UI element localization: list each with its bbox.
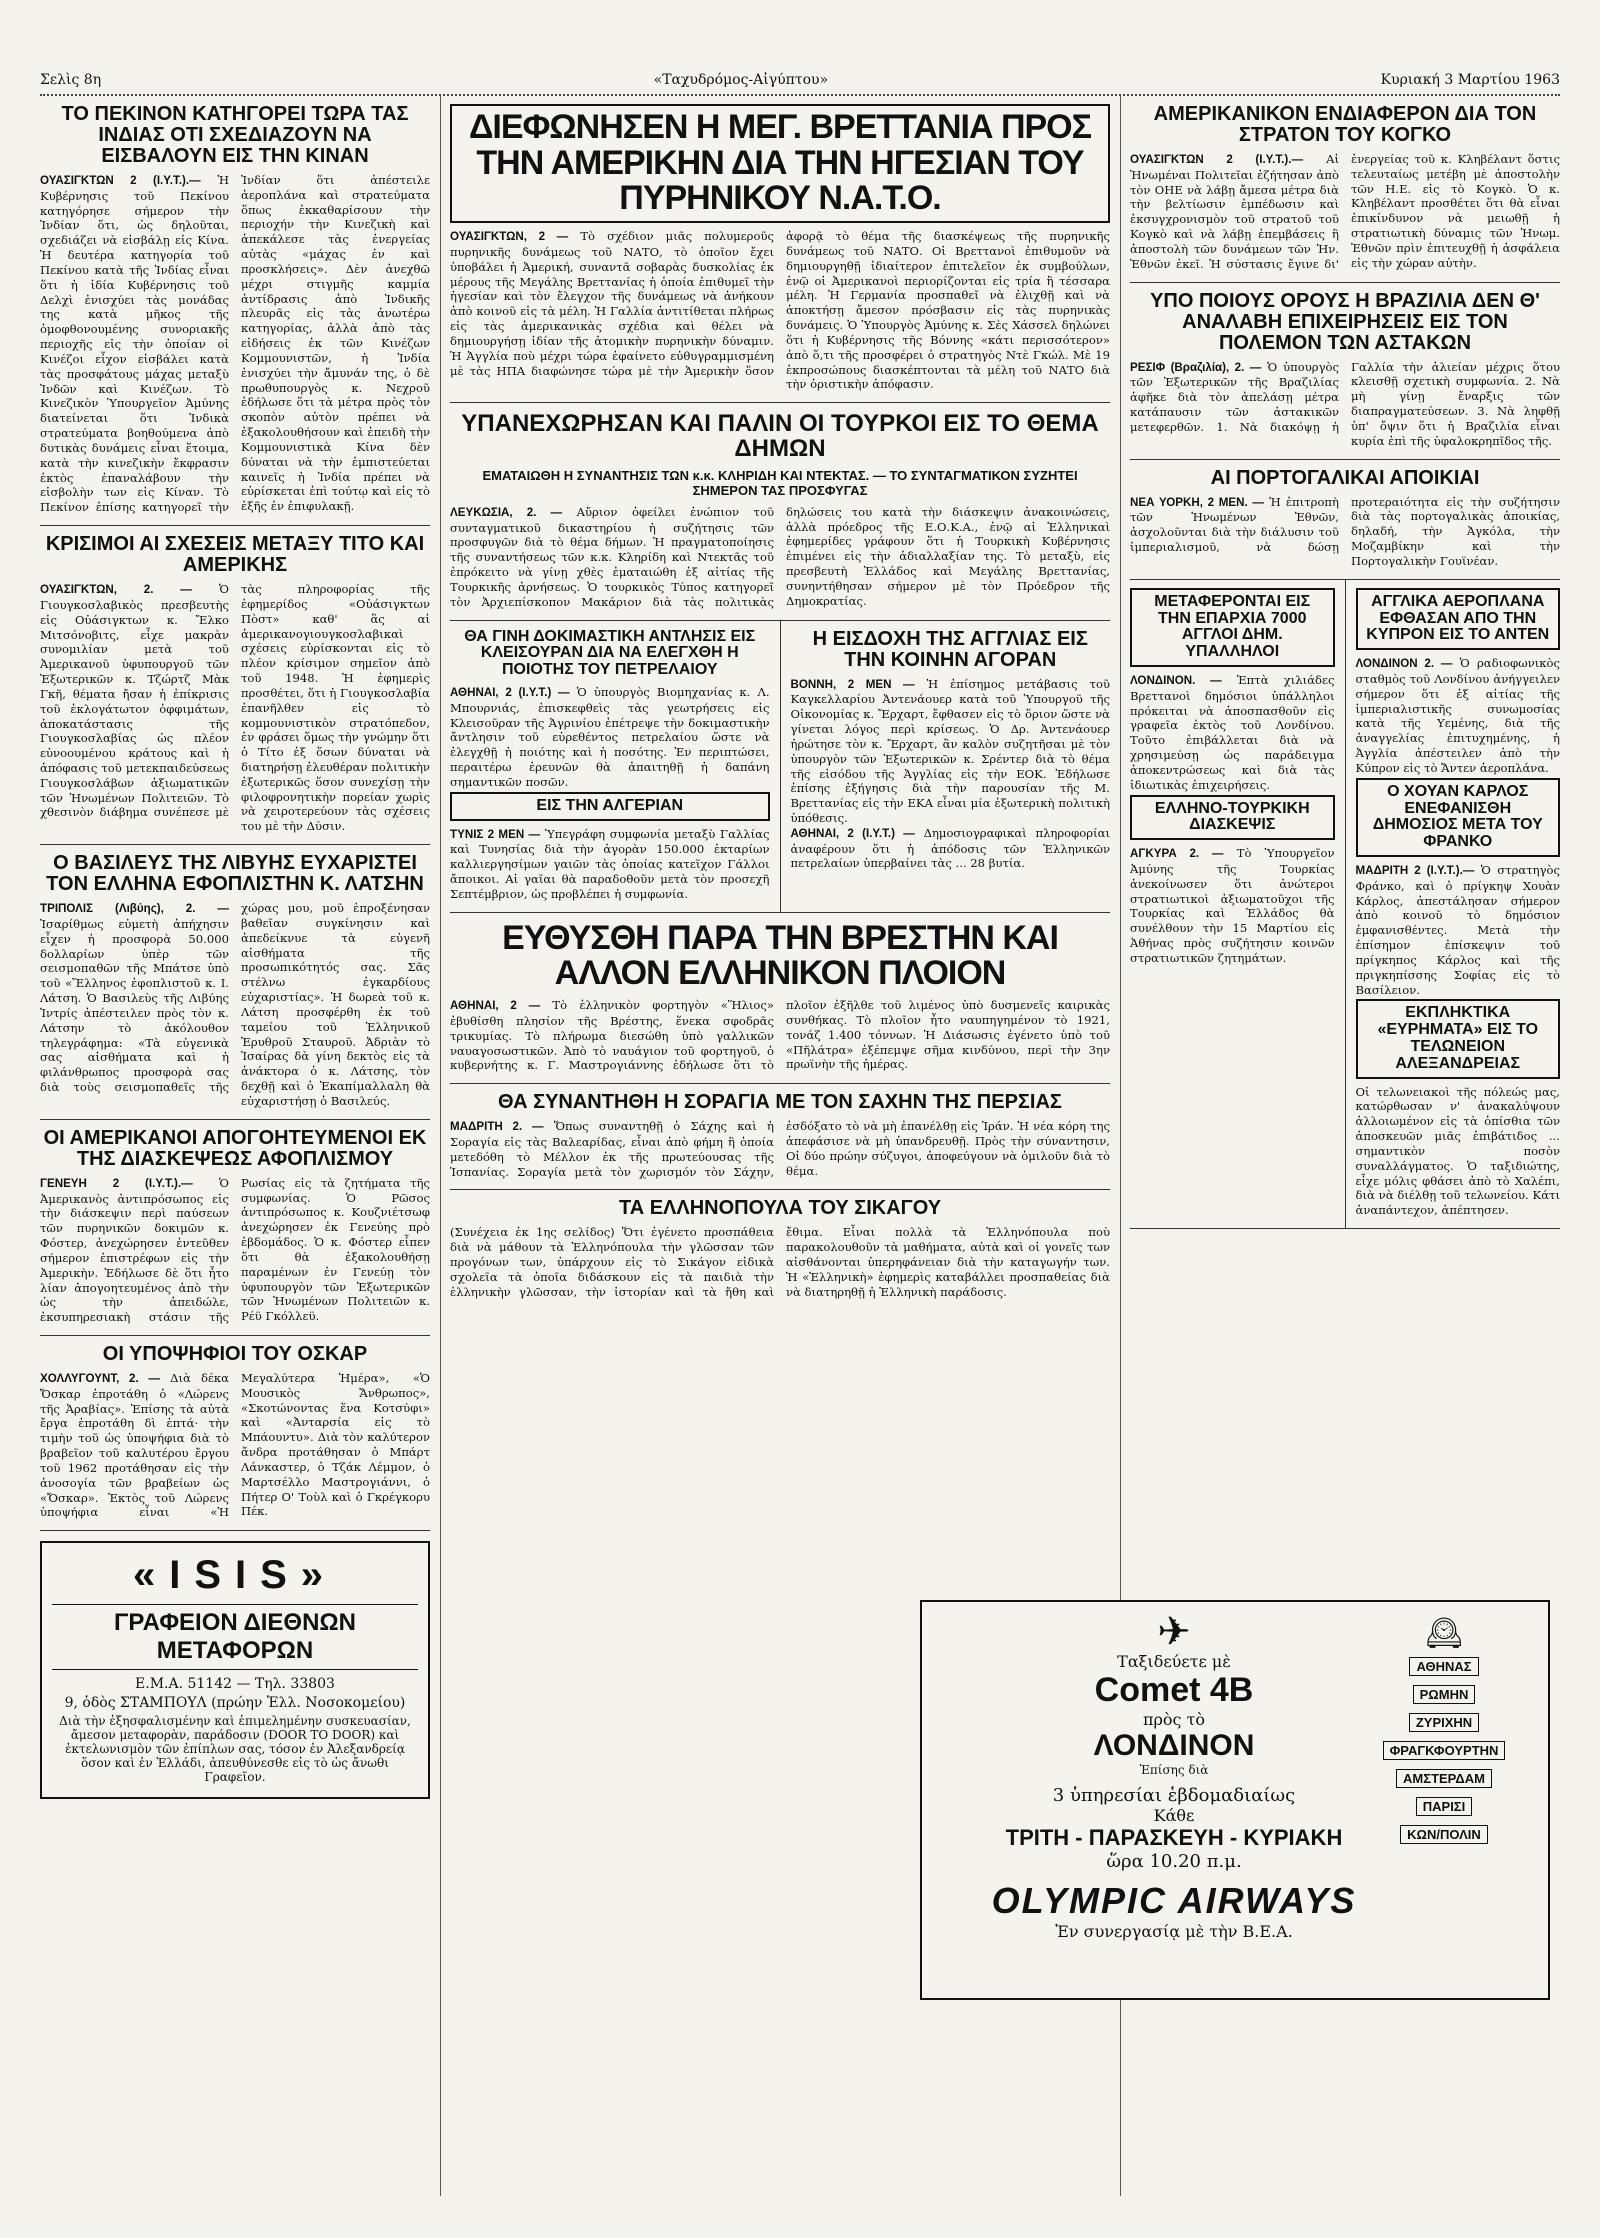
headline: ΜΕΤΑΦΕΡΟΝΤΑΙ ΕΙΣ ΤΗΝ ΕΠΑΡΧΙΑ 7000 ΑΓΓΛΟΙ ΔΗΜ. ΥΠΑΛΛΗΛΟΙ (1130, 588, 1335, 667)
headline: Ο ΒΑΣΙΛΕΥΣ ΤΗΣ ΛΙΒΥΗΣ ΕΥΧΑΡΙΣΤΕΙ ΤΟΝ ΕΛΛΗΝΑ ΕΦΟΠΛΙΣΤΗΝ Κ. ΛΑΤΣΗΝ (46, 852, 424, 896)
ad-line1: Ταξιδεύετε μὲ (1117, 1652, 1231, 1671)
city-label: ΠΑΡΙΣΙ (1416, 1797, 1472, 1816)
headline: ΕΙΣ ΤΗΝ ΑΛΓΕΡΙΑΝ (450, 792, 770, 821)
article-body: ΑΓΚΥΡΑ 2. — Τὸ Ὑπουργεῖον Ἀμύνης τῆς Τουρκίας ἀνεκοίνωσεν ὅτι ἀνώτεροι στρατιωτικοὶ ἀξιωματοῦχοι τῆς Τουρκίας καὶ Ἑλλάδος θὰ συνέλθουν τὴν 15 Μαρτίου εἰς Ἀθήνας πρὸς συζήτησιν κοινῶν στρατιωτικῶν ζητημάτων. (1130, 846, 1335, 965)
headline: ΥΠΟ ΠΟΙΟΥΣ ΟΡΟΥΣ Η ΒΡΑΖΙΛΙΑ ΔΕΝ Θ' ΑΝΑΛΑΒΗ ΕΠΙΧΕΙΡΗΣΕΙΣ ΕΙΣ ΤΟΝ ΠΟΛΕΜΟΝ ΤΩΝ ΑΣΤΑΚΩΝ (1150, 289, 1540, 354)
article-body: ΓΕΝΕΥΗ 2 (Ι.Υ.Τ.).— Ὁ Ἀμερικανὸς ἀντιπρόσωπος εἰς τὴν διάσκεψιν περὶ παύσεων τῶν πυρηνικῶν δοκιμῶν κ. Φόστερ, ἀνεχώρησεν ἐντεῦθεν σήμερον ἐπιστρέφων εἰς τὴν Ἀμερικὴν. Ἐδήλωσε δὲ ὅτι ἦτο λίαν ἀπογοητευμένος ἀπὸ τὴν ὡς τὴν ἀπειδώλε, ἐκσυπηρεσιακὴ στάσιν τῆς Ρωσίας εἰς τὰ ζητήματα τῆς συμφωνίας. Ὁ Ρῶσος ἀντιπρόσωπος κ. Κουζνιέτσωφ ἀνεχώρησεν ἐκ Γενεύης πρὸ ἑβδομάδος. Ὁ κ. Φόστερ εἶπεν ὅτι θὰ ἐξακολουθήσῃ παραμένων ἐν Γενεύῃ τὸν ὑφυπουργὸν τῶν Ἐξωτερικῶν τῶν Ἡνωμένων Πολιτειῶν κ. Ρέϋ Γκόλλεϋ. (40, 1175, 430, 1325)
column-left (40, 96, 430, 1799)
airplane-icon: ✈ (1157, 1609, 1191, 1655)
article-body: (Συνέχεια ἐκ 1ης σελίδος) Ὅτι ἐγένετο προσπάθεια διὰ νὰ μάθουν τὰ Ἑλληνόπουλα τὴν γλῶσσαν τῶν προγόνων των, ὑπάρχουν εἰς τὸ Σικάγον εἰδικὰ σχολεῖα τὰ ὁποῖα διδάσκουν εἰς τὰ παιδιὰ τὴν ἑλληνικὴν γλῶσσαν, τὴν ἱστορίαν καὶ τὰ ἤθη καὶ ἔθιμα. Εἶναι πολλὰ τὰ Ἑλληνόπουλα ποὺ παρακολουθοῦν τὰ μαθήματα, αὐτὰ καὶ οἱ γονεῖς των αἰσθάνονται ὑπερηφάνειαν διὰ τὴν καταγωγήν των. Ἡ «Ἑλληνικὴ» ἐφημερὶς καταβάλλει προσπαθείας διὰ νὰ διατηρηθῇ ἡ Ἑλληνικὴ παράδοσις. (450, 1225, 1110, 1299)
article-congo (1130, 96, 1560, 283)
article-peking (40, 96, 430, 526)
isis-advertisement (40, 1541, 430, 1799)
isis-address: 9, ὁδὸς ΣΤΑΜΠΟΥΛ (πρώην Ἑλλ. Νοσοκομείου) (64, 1695, 406, 1712)
column-center (450, 96, 1110, 1310)
headline: ΤΑ ΕΛΛΗΝΟΠΟΥΛΑ ΤΟΥ ΣΙΚΑΓΟΥ (618, 1197, 942, 1220)
ad-time: ὥρα 10.20 π.μ. (1106, 1851, 1242, 1872)
paper-name: «Ταχυδρόμος-Αἰγύπτου» (653, 72, 829, 88)
article-body: ΧΟΛΛΥΓΟΥΝΤ, 2. — Διὰ δέκα Ὄσκαρ ἐπροτάθη ὁ «Λώρενς τῆς Ἀραβίας». Ἐπίσης τὰ αὐτὰ ἔργα ἐπροτάθη δὶ ἑπτά· τὴν τιμὴν τοῦ ὡς ὑποψήφια διὰ τὸ βραβεῖον τοῦ καλυτέρου ἔργου τοῦ 1962 προτάθησαν εἰς τὴν ἀνοσογία τῶν βραβείων ὡς «Ὄσκαρ». Ἐκτὸς τοῦ Λώρενς ὑποψήφια εἶναι «Ἡ Μεγαλύτερα Ἡμέρα», «Ὁ Μουσικὸς Ἄνθρωπος», «Σκοτώνοντας ἕνα Κοτσύφι» καὶ «Ἀνταρσία εἰς τὸ Μπάουντυ». Διὰ τὸν καλύτερον ἄνδρα προτάθησαν ὁ Μπάρτ Λάνκαστερ, ὁ Τζάκ Λέμμον, ὁ Μαρτσέλλο Μαστρογιάννι, ὁ Πήτερ Ο' Τοὺλ καὶ ὁ Γκρέγκορυ Πέκ. (40, 1371, 430, 1520)
headline: Η ΕΙΣΔΟΧΗ ΤΗΣ ΑΓΓΛΙΑΣ ΕΙΣ ΤΗΝ ΚΟΙΝΗΝ ΑΓΟΡΑΝ (812, 627, 1088, 671)
article-body: ΡΕΣΙΦ (Βραζιλία), 2. — Ὁ ὑπουργὸς τῶν Ἐξωτερικῶν τῆς Βραζιλίας ἀφῆκε διὰ τὸν ἀπελάσῃ μέτρα κατάπαυσιν τῶν ἀστακικῶν μετεφερθῶν. 1. Νὰ διακόψῃ ἡ Γαλλία τὴν ἀλιείαν μέχρις ὅτου κλεισθῇ σχετικὴ συμφωνία. 2. Νὰ μὴ γίνῃ ἔναρξις τῶν διαπραγματεύσεων. 3. Νὰ ληφθῇ ὑπ' ὄψιν ὅτι ἡ Βραζιλία εἶναι κυρία ἐπὶ τῆς ὑφαλοκρηπῖδος τῆς. (1130, 359, 1560, 448)
article-portuguese-colonies (1130, 460, 1560, 580)
ad-destination: ΛΟΝΔΙΝΟΝ (1093, 1729, 1255, 1762)
article-body: ΤΡΙΠΟΛΙΣ (Λιβύης), 2. — Ἰσαρίθμως εὐμετὴ ἀπήχησιν εἶχεν ἡ προσφορὰ 50.000 δολλαρίων ὑπὲρ τῶν σεισμοπαθῶν τῆς Μπάτσε ὑπὸ τοῦ «Ἕλληνος ἐφοπλιστοῦ κ. Ι. Λάτση. Ὁ Βασιλεὺς τῆς Λιβύης Ἰντρίς ἀπέστειλεν πρὸς τὸν κ. Λάτσην τὸ ἀκόλουθον τηλεγράφημα: «Τὰ εὐγενικὰ σας αἰσθήματα καὶ ἡ φιλάνθρωπος προσφορὰ σας διὰ τοὺς σεισμοπαθεῖς τῆς χώρας μου, μοῦ ἐπροξένησαν βαθεῖαν συγκίνησιν καὶ ἀπεδείκνυε τὰ εὐγενῆ αἰσθήματα τῆς προσωπικότητός σας. Σᾶς στέλνω ἐγκαρδίους εὐχαριστίας». Ἡ δωρεὰ τοῦ κ. Λάτση προσφέρθη ἐκ τοῦ ταμείου τοῦ Ἑλληνικοῦ Ἐρυθροῦ Σταυροῦ. Ἀδριὰν τὸ Ἰσαίρας δὰ γίνη δεκτὸς εἰς τὰ ἀνάκτορα ὁ κ. Λάτσης, τὸν δεχθῇ καὶ ὁ Ἐκαπίμαλλαλη θὰ εὐχαριστήσῃ ὁ Βασιλεύς. (40, 901, 430, 1108)
article-brazil-lobster (1130, 283, 1560, 460)
headline: ΟΙ ΥΠΟΨΗΦΙΟΙ ΤΟΥ ΟΣΚΑΡ (102, 1343, 368, 1365)
headline: ΑΓΓΛΙΚΑ ΑΕΡΟΠΛΑΝΑ ΕΦΘΑΣΑΝ ΑΠΟ ΤΗΝ ΚΥΠΡΟΝ ΕΙΣ ΤΟ ΑΝΤΕΝ (1356, 588, 1561, 650)
headline: ΟΙ ΑΜΕΡΙΚΑΝΟΙ ΑΠΟΓΟΗΤΕΥΜΕΝΟΙ ΕΚ ΤΗΣ ΔΙΑΣΚΕΨΕΩΣ ΑΦΟΠΛΙΣΜΟΥ (43, 1126, 427, 1170)
article-body: Οἱ τελωνειακοὶ τῆς πόλεώς μας, κατώρθωσαν ν' ἀνακαλύψουν ἀλλοιωμένον εἰς τὰ ὀπίσθια τῶν ἀποσκευῶν μιᾶς ἐπιβάτιδος ... σημαντικὸν ποσὸν συναλλάγματος. Ὁ ταξιδιώτης, εἶχε μόλις φθάσει ἀπὸ τὸ Χαλέπι, διὰ νὰ διέλθῃ τοῦ τελωνείου. Κάτι ἀναπάντεχον, ἀπέπτησεν. (1355, 1084, 1560, 1218)
ad-every: Κάθε (1153, 1806, 1195, 1825)
ad-services: 3 ὑπηρεσίαι ἑβδομαδιαίως (1052, 1785, 1296, 1806)
ad-main (934, 1609, 1414, 1941)
article-body: ΜΑΔΡΙΤΗ 2. — Ὅπως συναντηθῇ ὁ Σάχης καὶ ἡ Σοραγία εἰς τὰς Βαλεαρίδας, εἶναι ἀπὸ φήμη ἣ ὁποία μετεδόθη τὸ Μέλλον ἐκ τῆς πρωτεύουσας τῆς Ἱσπανίας. Σοραγία μετὰ τὸν χωρισμόν τὸν Σάχην, ἐσδόξατο τὸ νὰ μὴ ἐπανέλθῃ εἰς Ἰράν. Ἡ νέα κόρη της ἀπεφάσισε νὰ μὴ ὑπανδρευθῇ. Πρὸς τὴν σύναντησιν, Οἱ δύο πρώην σύζυγοι, ἀποφεύγουν νὰ ὁμιλοῦν διὰ τὸ θέμα. (450, 1119, 1110, 1179)
article-body: ΝΕΑ ΥΟΡΚΗ, 2 ΜΕΝ. — Ἡ ἐπιτροπὴ τῶν Ἡνωμένων Ἐθνῶν, ἀσχολοῦνται διὰ τὴν διάλυσιν τοῦ ἰμπεριαλισμοῦ, νὰ δώσῃ προτεραιότητα εἰς τὴν συζήτησιν διὰ τὰς πορτογαλικὰς ἀποικίας, δηλαδή, τὴν Ἀγκόλα, τὴν Μοζαμβίκην καὶ τὴν Πορτογαλικὴν Γουϊνέαν. (1130, 494, 1560, 568)
center-row (450, 621, 1110, 913)
article-civil-servants (1130, 580, 1335, 1228)
headline: ΘΑ ΣΥΝΑΝΤΗΘΗ Η ΣΟΡΑΓΙΑ ΜΕ ΤΟΝ ΣΑΧΗΝ ΤΗΣ ΠΕΡΣΙΑΣ (498, 1091, 1062, 1114)
city-label: ΑΜΣΤΕΡΔΑΜ (1396, 1769, 1492, 1788)
issue-date: Κυριακή 3 Μαρτίου 1963 (1380, 72, 1560, 88)
article-oscar (40, 1336, 430, 1531)
article-chicago (450, 1190, 1110, 1309)
article-disarmament (40, 1120, 430, 1336)
article-body: ΛΟΝΔΙΝΟΝ 2. — Ὁ ραδιοφωνικὸς σταθμὸς τοῦ Λονδίνου ἀνήγγειλεν σήμερον ὅτι ἐξ αἰτίας τῆς ἰμπεριαλιστικῆς συνωμοσίας κατὰ τῆς Υεμένης, διὰ τῆς ἀναγγελίας ἐπιτυχημένης, ἡ Ἀγγλία ἀπέστειλεν ἀπὸ τὴν Κύπρον εἰς τὸ Ἄντεν ἀεροπλάνα. (1355, 656, 1561, 775)
article-tito (40, 526, 430, 845)
isis-registration: Ε.Μ.Α. 51142 — Τηλ. 33803 (135, 1676, 335, 1693)
right-row (1130, 580, 1560, 1229)
masthead (40, 70, 1560, 96)
isis-title: ΓΡΑΦΕΙΟΝ ΔΙΕΘΝΩΝ ΜΕΤΑΦΟΡΩΝ (52, 1604, 418, 1670)
city-label: ΡΩΜΗΝ (1413, 1685, 1476, 1704)
article-body: ΑΘΗΝΑΙ, 2 (Ι.Υ.Τ.) — Ὁ ὑπουργὸς Βιομηχανίας κ. Λ. Μπουρνιάς, ἐπισκεφθεὶς τὰς γεωτρήσεις εἰς Κλεισοῦραν τῆς Ἀγρινίου ἐπέτρεψε τὴν δοκιμαστικὴν ἄντλησιν τοῦ εὑρεθέντος πετρελαίου ὥστε νὰ ἐλεγχθῇ ἡ ποιότης καὶ ἡ ποσότης. Ἐν περιπτώσει, περαιτέρω ἐρευνῶν θὰ ἀπαιτηθῇ ἡ δαπάνη σημαντικῶν ποσῶν. (450, 684, 770, 789)
column-right (1130, 96, 1560, 1229)
headline: ΕΛΛΗΝΟ-ΤΟΥΡΚΙΚΗ ΔΙΑΣΚΕΨΙΣ (1130, 795, 1335, 841)
ad-brand: OLYMPIC AIRWAYS (991, 1880, 1357, 1921)
headline: ΚΡΙΣΙΜΟΙ ΑΙ ΣΧΕΣΕΙΣ ΜΕΤΑΞΥ ΤΙΤΟ ΚΑΙ ΑΜΕΡΙΚΗΣ (45, 533, 425, 577)
lead-headline: ΔΙΕΦΩΝΗΣΕΝ Η ΜΕΓ. ΒΡΕΤΤΑΝΙΑ ΠΡΟΣ ΤΗΝ ΑΜΕΡΙΚΗΝ ΔΙΑ ΤΗΝ ΗΓΕΣΙΑΝ ΤΟΥ ΠΥΡΗΝΙΚΟΥ Ν.Α.Τ.Ο. (450, 104, 1110, 223)
headline: ΑΜΕΡΙΚΑΝΙΚΟΝ ΕΝΔΙΑΦΕΡΟΝ ΔΙΑ ΤΟΝ ΣΤΡΑΤΟΝ ΤΟΥ ΚΟΓΚΟ (1153, 103, 1537, 146)
headline: ΤΟ ΠΕΚΙΝΟΝ ΚΑΤΗΓΟΡΕΙ ΤΩΡΑ ΤΑΣ ΙΝΔΙΑΣ ΟΤΙ ΣΧΕΔΙΑΖΟΥΝ ΝΑ ΕΙΣΒΑΛΟΥΝ ΕΙΣ ΤΗΝ ΚΙΝΑΝ (61, 103, 409, 167)
headline: ΕΥΘΥΣΘΗ ΠΑΡΑ ΤΗΝ ΒΡΕΣΤΗΝ ΚΑΙ ΑΛΛΟΝ ΕΛΛΗΝΙΚΟΝ ΠΛΟΙΟΝ (502, 918, 1058, 993)
city-label: ΚΩΝ/ΠΟΛΙΝ (1400, 1825, 1488, 1844)
article-nato (450, 96, 1110, 403)
article-body: ΟΥΑΣΙΓΚΤΩΝ 2 (Ι.Υ.Τ.).— Ἡ Κυβέρνησις τοῦ Πεκίνου κατηγόρησε σήμερον τὴν Ἰνδίαν ὅτι, ὡς δηλοῦται, σχεδιάζει νὰ εἰσβάλῃ εἰς Κίνα. Ἡ δευτέρα κατηγορία τοῦ Πεκίνου κατὰ τῆς Ἰνδίας εἶναι ὅτι ἡ ἰδία Κυβέρνησις τοῦ Δελχὶ ἐνισχύει τὰς μονάδας της κατὰ μῆκος τῆς ὁμοφθονουμένης συνοριακῆς περιοχῆς εἰς τὴν ὁποίαν οἱ Κινέζοι εἶχον εἰσβάλει κατὰ τὰς προσφάτους μάχας μεταξὺ Ἰνδῶν καὶ Κινέζων. Τὸ Κινεζικὸν Ὑπουργεῖον Ἀμύνης διατείνεται ὅτι Ἰνδικὰ στρατεύματα βοηθούμενα ἀπὸ δυτικὰς δυνάμεις εἶναι ἕτοιμα, κατὰ τὴν κινεζικὴν ἔκφρασιν ἐκτὸς ἐπαναλάβουν τὴν εἰσβολὴν των εἰς Κίναν. Τὸ Πεκίνον ἐπίσης κατηγορεῖ τὴν Ἰνδίαν ὅτι ἀπέστειλε ἀεροπλάνα καὶ στρατεύματα ὅπως ἐκκαθαρίσουν τὴν περιοχήν τὴν Κινεζικὴ καὶ ἀπεκάλεσε τὰς ἐνεργείας αὐτὰς «μάχας ἐν καὶ προσκλήσεις». Δὲν ἀνεχθῶ μέχρι στιγμῆς καμμία ἀντίδρασις ἀπὸ Ἰνδικῆς πλευρᾶς εἰς τὰς ἀνωτέρω κατηγορίας, ἀλλὰ ἀπὸ τὰς εἰδήσεις ἐκ τῶν Κινέζων Κομμουνιστῶν, ἡ Ἰνδία ἐνισχύει τὴν ἄμυνάν της, ὁ δὲ πρωθυπουργὸς κ. Νεχροῦ ἐδήλωσε ὅτι τὰ μέτρα πρὸς τὸν σκοπὸν αὐτὸν πρέπει νὰ ἐξακολουθήσουν καὶ ἐπειδὴ τὴν Κομμουνιστικὰ Κίνα δὲν δύναται νὰ τὴν ἐμπιστεύεται καινεῖς ἡ Ἰνδία πρέπει νὰ εὑρίσκεται ἐπὶ τούτῳ καὶ εἰς τὸ ἑξῆς ἐν ἐπιφυλακῇ. (40, 173, 430, 515)
headline: ΕΚΠΛΗΚΤΙΚΑ «ΕΥΡΗΜΑΤΑ» ΕΙΣ ΤΟ ΤΕΛΩΝΕΙΟΝ ΑΛΕΞΑΝΔΡΕΙΑΣ (1356, 999, 1561, 1078)
isis-logo: «ISIS» (132, 1553, 338, 1598)
article-body: ΒΟΝΝΗ, 2 ΜΕΝ — Ἡ ἐπίσημος μετάβασις τοῦ Καγκελλαρίου Ἀντενάουερ κατὰ τοῦ Ὑπουργοῦ τῆς Οἰκονομίας κ. Ἔρχαρτ, ἔφθασεν εἰς τὸ ὅριον ὥστε νὰ γίνεται λόγος περὶ κρίσεως. Ὁ Δρ. Ἀντενάουερ ἠρώτησε τὸν κ. Ἔρχαρτ, ἂν καλὸν συζητῆσαι μὲ τὸν ὑπουργὸν τῶν Ἐξωτερικῶν κ. Σρέντερ διὰ τὸ θέμα τῆς εἰσόδου τῆς Ἀγγλίας εἰς τὴν ΕΟΚ. Ἐδήλωσε ἐπίσης ἐξήγησις διὰ τὴν παρουσίαν τῆς Μ. Βρεττανίας εἰς τὴν ΕΚΑ εἶναι μία ἐξωτερικὴ πολιτικὴ ὑπόθεσις. (790, 676, 1110, 825)
headline: Ο ΧΟΥΑΝ ΚΑΡΛΟΣ ΕΝΕΦΑΝΙΣΘΗ ΔΗΜΟΣΙΟΣ ΜΕΤΑ ΤΟΥ ΦΡΑΝΚΟ (1356, 778, 1561, 857)
article-body: ΟΥΑΣΙΓΚΤΩΝ, 2 — Τὸ σχέδιον μιᾶς πολυμεροῦς πυρηνικῆς δυνάμεως τοῦ ΝΑΤΟ, τὸ ὁποῖον ἔχει ὑποβάλει ἡ Ἀμερική, συναντᾶ σοβαρὰς δυσκολίας ἐκ μέρους τῆς Μεγάλης Βρεττανίας ἡ ὁποία ἐπιθυμεῖ τὴν ἡγεσίαν καὶ τὸν ἔλεγχον τῆς δυνάμεως νὰ ἀνήκουν ἀπὸ κοινοῦ εἰς τὰ μέλη. Ἡ Γαλλία ἀντιτίθεται πλήρως εἰς τὰς ἀμερικανικὰς σχέδια καὶ θέλει νὰ δημιουργήσῃ ἰδίαν τῆς ἀτομικὴν πυρηνικὴν δύναμιν. Ἡ Ἀγγλία ποὺ μέχρι τώρα ἐφαίνετο εὐθυγραμμισμένη μὲ τὰς ΗΠΑ διαφώνησε τώρα μὲ τὴν Ἀμερικὴν ὅσον ἀφορᾷ τὸ θέμα τῆς διασκέψεως τῆς πυρηνικῆς δυνάμεως τοῦ ΝΑΤΟ. Οἱ Βρεττανοὶ ἐπιθυμοῦν νὰ δημιουργηθῇ ἰδιαίτερον ἐπιτελεῖον ἐκ συμβούλων, ἐνῷ οἱ Ἀμερικανοὶ περιορίζονται εἰς τρία ἢ τέσσαρα μέλη. Ἡ Γερμανία προσπαθεῖ νὰ ἐλιχθῇ καὶ νὰ ἀποκτήσῃ ἄμεσον πρόσβασιν εἰς τὰς πυρηνικὰς δυνάμεις. Ὁ Ὑπουργὸς Ἀμύνης κ. Σὲς Χάσσελ δηλώνει ὅτι ἡ Κυβέρνησις τῆς Βόννης «κάτι περισσότερον» ἀπὸ ὅ,τι τῆς προσφέρει ὁ στρατηγὸς Ντὲ Γκώλ. Μὲ 19 ἐκπροσώπους διασκέπτονται τὰ μέλη τοῦ ΝΑΤΟ διὰ τὴν ὁριστικὴν ἀπόφασιν. (450, 229, 1110, 392)
article-common-market (780, 621, 1111, 912)
ad-city-list (1354, 1616, 1534, 1847)
city-label: ΦΡΑΓΚΦΟΥΡΤΗΝ (1383, 1741, 1506, 1760)
article-body: ΟΥΑΣΙΓΚΤΩΝ, 2. — Ὁ Γιουγκοσλαβικὸς πρεσβευτὴς εἰς Οὐάσιγκτων κ. Ἔλκο Μιτσόνοβιτς, εἶχε μακρὰν συνομιλίαν μετὰ τοῦ Ἀμερικανοῦ ὑφυπουργοῦ τῶν Ἐξωτερικῶν κ. Τζώρτζ Μὰκ Γκῆ, θέματα ἤσαν ἡ ἐπίκρισις τοῦ ἐκλογάτωτον ὀφφιμάτων, ἀποκατάστασις τῆς Γιουγκοσλαβίας ὡς πλέον εὐνοουμένου κράτους καὶ ἡ ἀπόφασις τοῦ μετεκπαιδεύσεως Γιουγκοσλάβων ἀξιωματικῶν τῶν Ἡνωμένων Πολιτειῶν. Τὸ χθεσινὸν διάβημα συνέπεσε μὲ τὰς πληροφορίας τῆς ἐφημερίδος «Οὐάσιγκτων Πὸστ» καθ' ἃς αἱ ἀμερικανογιουγκοσλαβικαὶ σχέσεις εὑρίσκονται εἰς τὸ πλέον κρίσιμον σημεῖον ἀπὸ τοῦ 1948. Ἡ ἐφημερὶς προσθέτει, ὅτι ἡ Γιουγκοσλαβία ἐπανῆλθεν εἰς τὸ κομμουνιστικὸν στρατόπεδον, ἐν φράσει ὅμως τὴν γνώμην ὅτι ὁ Τίτο ἐξ ὅσων δύναται νὰ διατηρήσῃ ἐλευθέραν πολιτικὴν ἐξωτερικῶς ὅσον συνεχίσῃ τὴν φιλοφρονητικὴν πορείαν χωρὶς νὰ χειροτερεύουν τὰς σχέσεις του μὲ τὴν Δύσιν. (40, 582, 430, 834)
ad-also: Ἐπίσης διὰ (1139, 1763, 1209, 1777)
headline: ΥΠΑΝΕΧΩΡΗΣΑΝ ΚΑΙ ΠΑΛΙΝ ΟΙ ΤΟΥΡΚΟΙ ΕΙΣ ΤΟ ΘΕΜΑ ΔΗΜΩΝ (461, 410, 1099, 463)
isis-body: Διὰ τὴν ἐξησφαλισμένην καὶ ἐπιμελημένην συσκευασίαν, ἄμεσον μεταφορὰν, παράδοσιν (DOOR TO DOOR) καὶ ἐκτελωνισμὸν τῶν ἐπίπλων σας, τόσον ἐν Ἀλεξανδρείᾳ ὅσον καὶ ἐν Ἑλλάδι, ἀπευθύνεσθε εἰς τὸ ὡς ἄνωθι Γραφεῖον. (59, 1714, 411, 1785)
article-body: ΛΟΝΔΙΝΟΝ. — Ἑπτὰ χιλιάδες Βρεττανοὶ δημόσιοι ὑπάλληλοι πρόκειται νὰ ἀποσπασθοῦν εἰς γραφεῖα ἐκτὸς τοῦ Λονδίνου. Τοῦτο ἐπιβάλλεται διὰ νὰ χρησιμεύσῃ ὡς παράδειγμα ἀποκεντρώσεως καὶ διὰ τὰς ἰδιωτικὰς ἐπιχειρήσεις. (1130, 672, 1335, 792)
headline: ΘΑ ΓΙΝΗ ΔΟΚΙΜΑΣΤΙΚΗ ΑΝΤΛΗΣΙΣ ΕΙΣ ΚΛΕΙΣΟΥΡΑΝ ΔΙΑ ΝΑ ΕΛΕΓΧΘΗ Η ΠΟΙΟΤΗΣ ΤΟΥ ΠΕΤΡΕΛΑΙΟΥ (464, 627, 756, 679)
article-body: ΜΑΔΡΙΤΗ 2 (Ι.Υ.Τ.).— Ὁ στρατηγὸς Φράνκο, καὶ ὁ πρίγκηψ Χουὰν Κάρλος, ἀπεστάλησαν σήμερον ἀπὸ κοινοῦ τὸ δημόσιον ἐμφανισθέντες. Μετὰ τὴν ἐπίσημον ἐπίσκεψιν τοῦ πρίγκηπος Κάρλος καὶ τῆς πριγκηπίσσης Σοφίας εἰς τὸ Βασίλειον. (1355, 862, 1560, 997)
big-ben-icon: 🕰 (1424, 1616, 1464, 1651)
olympic-airways-advertisement (920, 1600, 1550, 2000)
page-number: Σελὶς 8η (40, 72, 102, 88)
column-rule (440, 96, 441, 2196)
article-body: ΑΘΗΝΑΙ, 2 (Ι.Υ.Τ.) — Δημοσιογραφικαὶ πληροφορίαι ἀναφέρουν ὅτι ἡ ἀπόδοσις τῶν Ἑλληνικῶν πετρελαίων ὑπερβαίνει τὰς ... 28 βυτία. (790, 825, 1110, 871)
article-aden (1345, 580, 1561, 1228)
city-label: ΖΥΡΙΧΗΝ (1409, 1713, 1479, 1732)
article-body: ΑΘΗΝΑΙ, 2 — Τὸ ἑλληνικὸν φορτηγὸν «Ἥλιος» ἐβυθίσθη πλησίον τῆς Βρέστης, ἕνεκα σφοδρᾶς τρικυμίας. Τὸ πλήρωμα διεσώθη ὑπὸ γαλλικῶν ναυαγοσωστικῶν. Ἀπὸ τὸ ναυάγιον τοῦ φορτηγοῦ, ὁ κυβερνήτης κ. Γ. Μαστρογιάννης ἐδήλωσε ὅτι τὸ πλοῖον ἐξῆλθε τοῦ λιμένος ὑπὸ δυσμενεῖς καιρικὰς συνθήκας. Τὸ πλοῖον ἦτο ναυπηγημένον τὸ 1921, τονάζ 1.400 τόννων. Ἡ Διάσωσις ἐγένετο ὑπὸ τοῦ «Πῆλάτρα» ἐξέπεμψε σῆμα κινδύνου, περὶ τὴν 3ην πρωϊνὴν τῆς ἡμέρας. (450, 998, 1110, 1073)
article-body: ΟΥΑΣΙΓΚΤΩΝ 2 (Ι.Υ.Τ.).— Αἱ Ἡνωμέναι Πολιτεῖαι ἐζήτησαν ἀπὸ τὸν ΟΗΕ νὰ λάβῃ ἄμεσα μέτρα διὰ τὴν βελτίωσιν ἐμπέδωσιν καὶ ἐκσυγχρονισμὸν τοῦ στρατοῦ τοῦ Κογκὸ καὶ νὰ λάβῃ ἐπεμβάσεις ἢ ἀποστολὴ τῶν δυνάμεων τῶν Ἡν. Ἐθνῶν ἐκεῖ. Ἡ σύστασις ἔγινε δι' ἐνεργείας τοῦ κ. Κληβέλαντ ὅστις τελευταίως μετέβη μὲ ἀποστολὴν τῶν Η.Ε. εἰς τὸ Κογκὸ. Ὁ κ. Κληβέλαντ προσθέτει ὅτι θὰ εἶναι ἐπικίνδυνον νὰ μειωθῇ ἡ στρατιωτικὴ δύναμις τῶν Ἡνωμ. Ἐθνῶν πρὶν ἐπιτευχθῇ ἡ ἀσφάλεια εἰς τὴν χώραν αὐτὴν. (1130, 152, 1560, 271)
ad-days: ΤΡΙΤΗ - ΠΑΡΑΣΚΕΥΗ - ΚΥΡΙΑΚΗ (1005, 1825, 1343, 1850)
article-petroleum (450, 621, 770, 912)
subheadline: ΕΜΑΤΑΙΩΘΗ Η ΣΥΝΑΝΤΗΣΙΣ ΤΩΝ κ.κ. ΚΛΗΡΙΔΗ ΚΑΙ ΝΤΕΚΤΑΣ. — ΤΟ ΣΥΝΤΑΓΜΑΤΙΚΟΝ ΣΥΖΗΤΕΙ ΣΗΜΕΡΟΝ ΤΑΣ ΠΡΟΣΦΥΓΑΣ (482, 467, 1078, 499)
ad-comet: Comet 4B (1094, 1671, 1254, 1709)
article-body: ΤΥΝΙΣ 2 ΜΕΝ — Ὑπεγράφη συμφωνία μεταξὺ Γαλλίας καὶ Τυνησίας διὰ τὴν ἀγορὰν 150.000 ἑκταρίων καλλιεργησίμων γαιῶν τὰς ὁποίας κατεῖχον Γάλλοι ἄποικοι. Αἱ γαῖαι θὰ παραδοθοῦν μετὰ τὸν προσεχῆ Σεπτέμβριον, ὡς προβλέπει ἡ συμφωνία. (450, 826, 770, 901)
article-body: ΛΕΥΚΩΣΙΑ, 2. — Αὔριον ὀφείλει ἐνώπιον τοῦ συνταγματικοῦ δικαστηρίου ἡ συζήτησις τῶν προσφυγῶν διὰ τὸ θέμα δήμων. Ἡ πραγματοποίησις τῆς συναντήσεως τῶν κ.κ. Κληρίδη καὶ Ντεκτᾶς τοῦ ἐπρόκειτο νὰ γίνῃ χθὲς ἐματαιώθη ἐξ αἰτίας τῆς Τουρκικῆς ἀρνήσεως. Ὁ τουρκικὸς Τύπος κατηγορεῖ τὸν Ἀρχιεπίσκοπον Μακάριον διὰ τὰς πολιτικὰς δηλώσεις του κατὰ τὴν διάσκεψιν ἀνακοινώσεις, ἀλλὰ πρόεδρος τῆς Ε.Ο.Κ.Α., ἐνῷ αἱ Ἑλληνικαὶ ἐφημερίδες γράφουν ὅτι ἡ Τουρκικὴ Κυβέρνησις ἐπιμένει εἰς τὴν ἀδιαλλαξίαν της. Τὸ μεταξὺ, εἰς πρεσβευτὴ Ἐλλάδος καὶ Μεγάλης Βρεττανίας, συνηντήθησαν σήμερον μὲ τὸν Πρόεδρον τῆς Δημοκρατίας. (450, 504, 1110, 609)
article-libya-king (40, 845, 430, 1120)
city-label: ΑΘΗΝΑΣ (1409, 1657, 1478, 1676)
article-brest-sinking (450, 913, 1110, 1085)
ad-line2: πρὸς τὸ (1142, 1710, 1206, 1729)
article-turks-municipalities (450, 403, 1110, 620)
article-soraya (450, 1084, 1110, 1190)
ad-partner: Ἐν συνεργασίᾳ μὲ τὴν B.E.A. (1055, 1922, 1293, 1941)
headline: ΑΙ ΠΟΡΤΟΓΑΛΙΚΑΙ ΑΠΟΙΚΙΑΙ (1210, 466, 1480, 489)
